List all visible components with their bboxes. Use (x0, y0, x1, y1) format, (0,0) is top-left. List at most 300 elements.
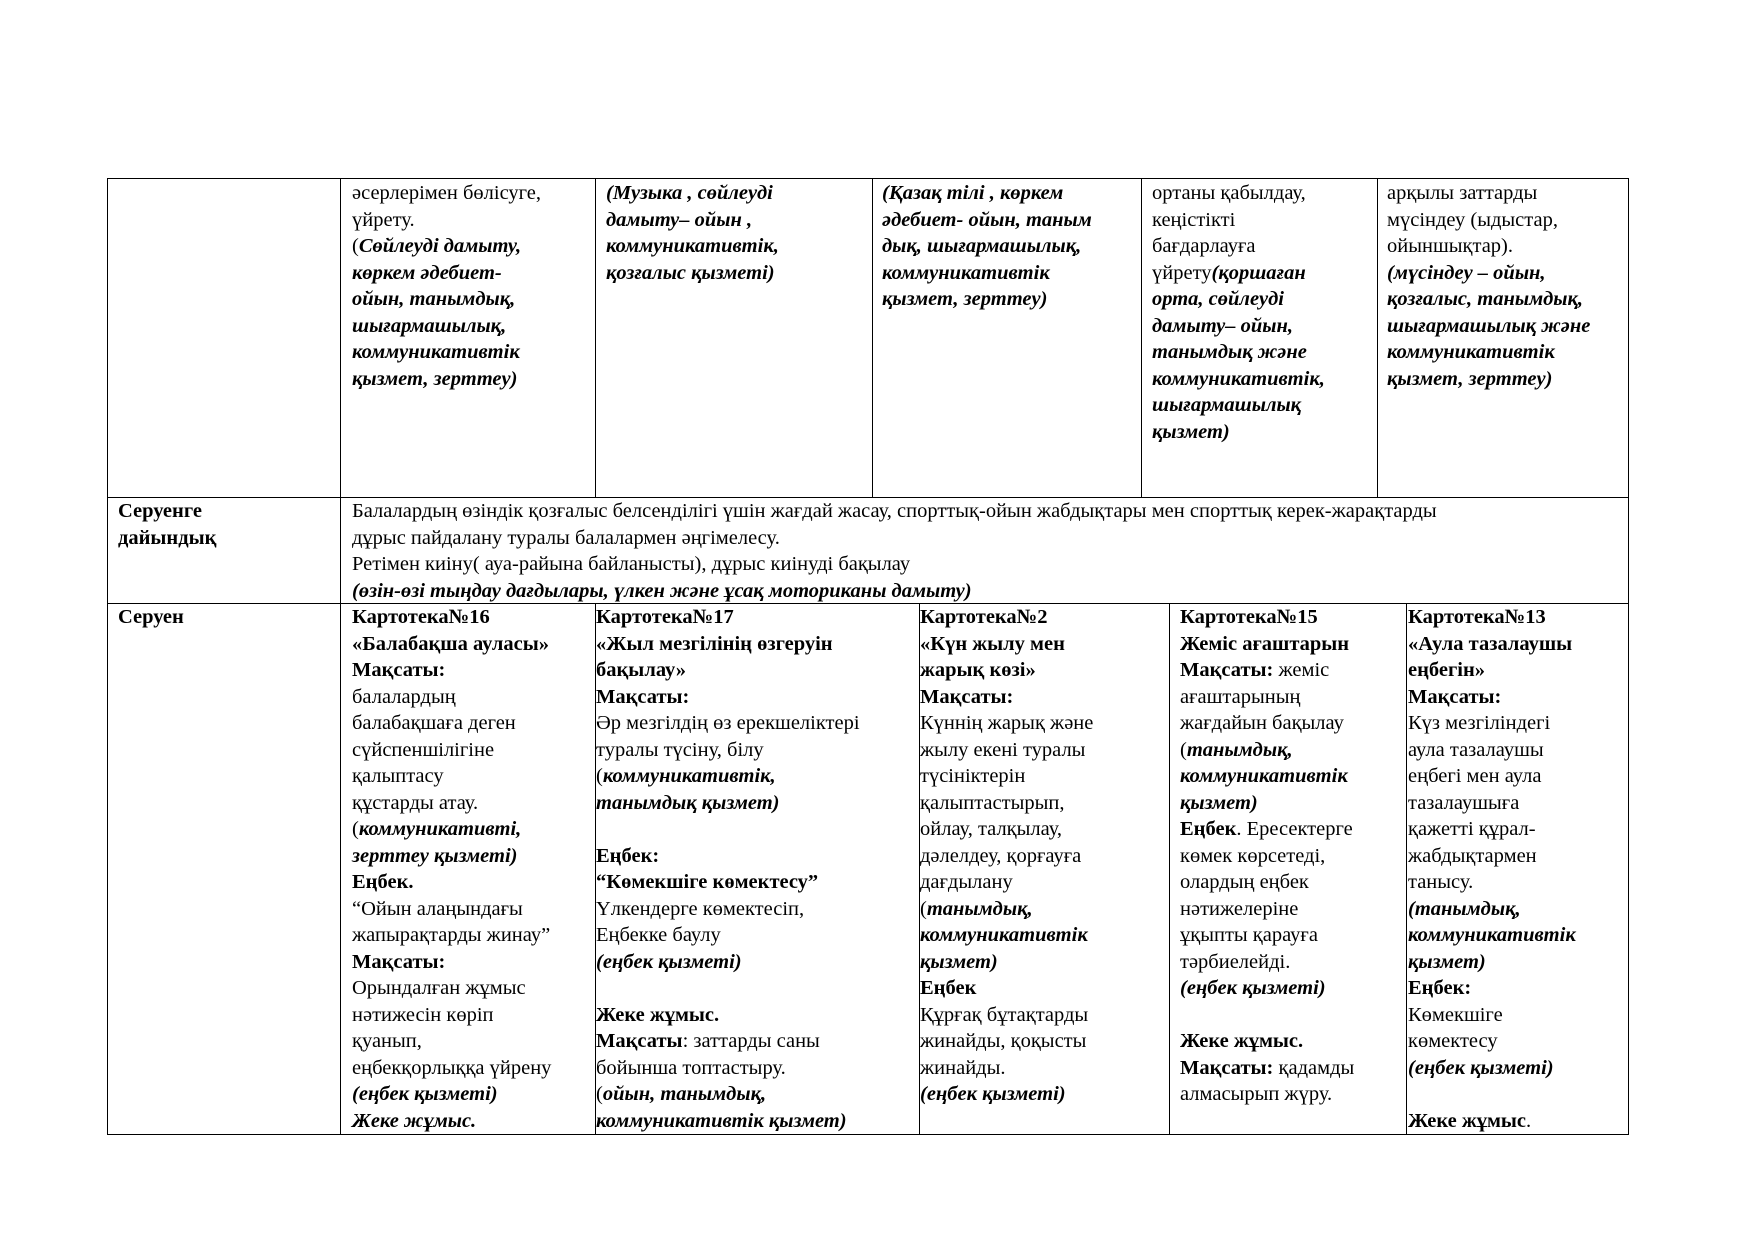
text-line (352, 1055, 551, 1082)
text-line (352, 551, 1437, 578)
text-run: сүйспеншілігіне (352, 738, 495, 761)
text-line (1408, 843, 1576, 870)
text-run: танымдық, (926, 897, 1033, 920)
text-line (920, 737, 1093, 764)
text-run: ( (352, 818, 359, 840)
text-run: танымдық қызмет) (596, 791, 780, 814)
text-line (1180, 843, 1354, 870)
text-run: дайындық (118, 526, 217, 549)
text-run: Еңбек. (352, 871, 414, 893)
text-run: коммуникативтік, (606, 235, 779, 257)
table-cell (596, 604, 860, 1134)
text-line (352, 604, 551, 631)
text-run: ( (596, 765, 603, 787)
text-run: мүсіндеу (ыдыстар, (1387, 208, 1558, 231)
text-run: ( (596, 1083, 603, 1105)
text-line (1387, 339, 1590, 366)
column-divider (1377, 178, 1378, 497)
text-run: Әр мезгілдің өз ерекшеліктері (596, 712, 860, 734)
text-line (352, 366, 541, 393)
text-run: «Жыл мезгілінің өзгеруін (596, 632, 833, 655)
text-run: Орындалған жұмыс (352, 977, 526, 999)
text-line (352, 657, 551, 684)
text-line (352, 498, 1437, 525)
text-run: Еңбекке баулу (596, 924, 721, 946)
text-line (352, 949, 551, 976)
text-line (1408, 1108, 1576, 1135)
text-run: “Көмекшіге көмектесу” (596, 871, 819, 893)
text-run: қызмет) (1152, 420, 1230, 443)
text-run: қызмет, зерттеу) (1387, 367, 1553, 390)
table-border-bottom (107, 1134, 1629, 1135)
table-cell (1152, 180, 1325, 445)
text-line (920, 1055, 1093, 1082)
text-run: Ретімен киіну( ауа-райына байланысты), дұрыс киінуді бақылау (352, 553, 911, 575)
text-line (596, 1028, 860, 1055)
text-line (352, 1002, 551, 1029)
text-line (1180, 869, 1354, 896)
text-run: ( (1180, 738, 1187, 761)
text-run: : заттарды саны (682, 1030, 820, 1052)
text-line (920, 975, 1093, 1002)
text-run: жарық көзі» (920, 659, 1036, 681)
text-run: үйрету (1152, 261, 1212, 284)
text-line (920, 790, 1093, 817)
table-border-right (1628, 178, 1629, 1135)
text-line (352, 737, 551, 764)
text-run: танысу. (1408, 871, 1474, 893)
text-run: көмек көрсетеді, (1180, 844, 1326, 867)
text-run: нәтижесін көріп (352, 1003, 494, 1026)
text-line (1408, 631, 1576, 658)
text-line (882, 286, 1092, 313)
text-line (352, 339, 541, 366)
text-run: Күз мезгіліндегі (1408, 712, 1551, 734)
text-line (1408, 604, 1576, 631)
text-run: (танымдық, (1408, 897, 1521, 920)
text-run: қызмет) (1408, 950, 1486, 973)
text-run: коммуникативтік (352, 341, 520, 363)
text-line (920, 710, 1093, 737)
label-column-divider (340, 178, 341, 1135)
text-run: Жеке жұмыс (1408, 1109, 1527, 1132)
text-line (596, 604, 860, 631)
text-line (118, 604, 184, 631)
text-line (1408, 790, 1576, 817)
text-run: алмасырып жүру. (1180, 1083, 1333, 1105)
table-cell (606, 180, 779, 286)
text-line (352, 790, 551, 817)
text-line (1180, 1055, 1354, 1082)
text-line (352, 843, 551, 870)
text-run: Күннің жарық және (920, 712, 1094, 734)
text-run: кеңістікті (1152, 208, 1236, 231)
text-run: әдебиет- ойын, таным (882, 208, 1092, 231)
walk-preparation-content (352, 498, 1437, 604)
text-run: ұқыпты қарауға (1180, 924, 1318, 946)
text-run: Мақсаты: (1408, 685, 1502, 708)
text-run: жинайды, қоқысты (920, 1030, 1087, 1052)
text-line (596, 896, 860, 923)
text-line (1387, 313, 1590, 340)
text-run: (мүсіндеу – ойын, (1387, 261, 1546, 284)
text-line (1408, 763, 1576, 790)
text-line (606, 260, 779, 287)
text-run: (қоршаған (1211, 261, 1306, 284)
text-line (352, 313, 541, 340)
text-run: Мақсаты: (1180, 1056, 1274, 1079)
text-line (606, 207, 779, 234)
text-line (596, 710, 860, 737)
text-line (352, 260, 541, 287)
text-line (596, 869, 860, 896)
text-run: бойынша топтастыру. (596, 1056, 786, 1079)
text-run: қалыптасу (352, 765, 444, 787)
text-run: (Қазақ тілі , көркем (882, 182, 1064, 204)
text-run: әсерлерімен бөлісуге, (352, 182, 542, 204)
text-line (1408, 1055, 1576, 1082)
text-line (1408, 896, 1576, 923)
text-run: Серуенге (118, 500, 202, 522)
text-run: (өзін-өзі тыңдау дағдылары, үлкен және ұсақ моториканы дамыту) (352, 579, 972, 602)
text-line (1408, 657, 1576, 684)
text-run: Картотека№17 (596, 606, 734, 628)
text-line (1152, 233, 1325, 260)
text-line (1180, 922, 1354, 949)
text-run: Жеке жұмыс. (1180, 1030, 1304, 1052)
text-line (352, 631, 551, 658)
text-line (1152, 419, 1325, 446)
text-run: Үлкендерге көмектесіп, (596, 897, 805, 920)
column-divider (872, 178, 873, 497)
text-line (118, 525, 216, 552)
text-run: қадамды (1273, 1056, 1355, 1079)
text-run: зерттеу қызметі) (352, 844, 518, 867)
text-run: «Күн жылу мен (920, 632, 1065, 655)
text-run: танымдық және (1152, 341, 1307, 363)
text-run: дамыту– ойын , (606, 208, 753, 231)
text-run: Мақсаты: (352, 950, 446, 973)
table-border-left (107, 178, 108, 1135)
text-run: дағдылану (920, 871, 1013, 893)
text-line (882, 260, 1092, 287)
text-line (1152, 392, 1325, 419)
text-line (1408, 869, 1576, 896)
text-line (882, 207, 1092, 234)
text-line (920, 869, 1093, 896)
text-run: танымдық, (1186, 738, 1293, 761)
text-run: Картотека№13 (1408, 606, 1546, 628)
text-run: дық, шығармашылық, (882, 235, 1082, 257)
text-line (1180, 975, 1354, 1002)
text-run: Жеке жұмыс. (596, 1003, 720, 1026)
text-run: Сөйлеуді дамыту, (358, 235, 522, 257)
text-line (1152, 313, 1325, 340)
text-run: олардың еңбек (1180, 871, 1309, 893)
text-line (1408, 949, 1576, 976)
text-line (920, 1028, 1093, 1055)
text-run: орта, сөйлеуді (1152, 288, 1284, 310)
text-line (352, 286, 541, 313)
text-line (596, 1108, 860, 1135)
column-divider (595, 178, 596, 497)
text-line (352, 233, 541, 260)
text-run: қозғалыс, танымдық, (1387, 288, 1584, 310)
text-run: жылу екені туралы (920, 738, 1086, 761)
text-line (352, 763, 551, 790)
text-run: жапырақтарды жинау” (352, 924, 551, 946)
table-cell (352, 180, 541, 392)
text-run: ойын, танымдық, (352, 288, 516, 310)
text-line (1152, 366, 1325, 393)
text-line (1408, 710, 1576, 737)
text-run: еңбекқорлыққа үйрену (352, 1056, 552, 1079)
text-line (352, 975, 551, 1002)
text-line (1387, 366, 1590, 393)
text-line (1408, 816, 1576, 843)
text-line (352, 896, 551, 923)
text-run: ( (920, 897, 927, 920)
text-line (1408, 737, 1576, 764)
text-line (1180, 631, 1354, 658)
text-run: балалардың (352, 685, 456, 708)
text-line (596, 684, 860, 711)
text-run: ( (352, 235, 359, 257)
text-line (596, 737, 860, 764)
text-run: аула тазалаушы (1408, 738, 1544, 761)
text-run: қажетті құрал- (1408, 818, 1536, 840)
text-line (1408, 1081, 1576, 1108)
text-run: жағдайын бақылау (1180, 712, 1344, 734)
text-run: дұрыс пайдалану туралы балалармен әңгімелесу. (352, 526, 780, 549)
text-run: бағдарлауға (1152, 235, 1256, 257)
text-line (352, 525, 1437, 552)
text-run: коммуникативтік (882, 261, 1050, 284)
text-line (1152, 260, 1325, 287)
text-run: ағаштарының (1180, 685, 1301, 708)
text-run: қызмет, зерттеу) (882, 288, 1048, 310)
table-cell (1387, 180, 1590, 392)
table-cell (882, 180, 1092, 313)
text-run: (еңбек қызметі) (1180, 977, 1326, 999)
text-line (1408, 684, 1576, 711)
column-divider (1406, 603, 1407, 1134)
text-run: Мақсаты: (352, 659, 446, 681)
text-line (920, 684, 1093, 711)
text-line (1180, 896, 1354, 923)
text-line (352, 207, 541, 234)
text-line (1152, 286, 1325, 313)
text-line (1387, 286, 1590, 313)
table-cell (1408, 604, 1576, 1134)
text-line (352, 1028, 551, 1055)
text-line (1387, 260, 1590, 287)
text-line (596, 763, 860, 790)
text-line (352, 922, 551, 949)
text-run: Картотека№15 (1180, 606, 1318, 628)
text-run: ойлау, талқылау, (920, 818, 1063, 840)
text-run: Жеке жұмыс. (352, 1109, 477, 1132)
text-run: коммуникативтік (1408, 924, 1576, 946)
text-run: қызмет, зерттеу) (352, 367, 518, 390)
text-line (1408, 922, 1576, 949)
text-run: Мақсаты (596, 1030, 683, 1052)
text-run: ойын, танымдық, (602, 1083, 767, 1105)
text-line (920, 922, 1093, 949)
text-line (1180, 737, 1354, 764)
column-divider (1141, 178, 1142, 497)
text-run: еңбегі мен аула (1408, 765, 1542, 787)
text-line (920, 1081, 1093, 1108)
text-run: жабдықтармен (1408, 844, 1537, 867)
text-line (1180, 816, 1354, 843)
text-line (920, 896, 1093, 923)
text-run: . (1526, 1109, 1532, 1132)
text-line (1180, 1028, 1354, 1055)
table-border-top (107, 178, 1629, 179)
text-run: Серуен (118, 606, 184, 628)
text-run: қозғалыс қызметі) (606, 261, 775, 284)
text-line (352, 578, 1437, 605)
text-line (1180, 949, 1354, 976)
text-run: коммуникативтік, (1152, 367, 1325, 390)
text-line (352, 710, 551, 737)
text-line (118, 498, 216, 525)
text-run: (еңбек қызметі) (1408, 1056, 1554, 1079)
text-line (1408, 975, 1576, 1002)
text-run: Еңбек (1180, 818, 1237, 840)
text-run: . Ересектерге (1236, 818, 1353, 840)
text-line (606, 180, 779, 207)
text-line (882, 180, 1092, 207)
text-run: шығармашылық (1152, 394, 1302, 416)
text-run: тазалаушыға (1408, 791, 1520, 814)
text-run: «Аула тазалаушы (1408, 632, 1573, 655)
text-run: құстарды атау. (352, 791, 479, 814)
text-line (352, 1081, 551, 1108)
text-line (1408, 1028, 1576, 1055)
text-line (920, 949, 1093, 976)
text-line (920, 763, 1093, 790)
text-line (1180, 604, 1354, 631)
text-line (596, 843, 860, 870)
text-run: коммуникативтік (920, 924, 1088, 946)
text-line (920, 1002, 1093, 1029)
text-line (596, 949, 860, 976)
text-line (920, 631, 1093, 658)
text-run: коммуникативтік (1387, 341, 1555, 363)
text-line (882, 233, 1092, 260)
text-run: үйрету. (352, 208, 415, 231)
text-line (1180, 684, 1354, 711)
text-run: коммуникативтік, (602, 765, 776, 787)
text-run: Картотека№2 (920, 606, 1048, 628)
text-run: шығармашылық, (352, 314, 507, 337)
text-run: Еңбек: (596, 844, 660, 867)
text-line (1180, 763, 1354, 790)
text-line (1180, 710, 1354, 737)
text-line (596, 657, 860, 684)
text-run: ортаны қабылдау, (1152, 182, 1306, 204)
text-run: балабақшаға деген (352, 712, 516, 734)
text-line (1180, 657, 1354, 684)
text-run: қызмет) (1180, 791, 1258, 814)
text-line (1180, 1002, 1354, 1029)
text-run: Еңбек: (1408, 977, 1472, 999)
text-run: Еңбек (920, 977, 977, 999)
text-line (920, 816, 1093, 843)
text-line (920, 657, 1093, 684)
text-line (596, 790, 860, 817)
text-run: Балалардың өзіндік қозғалыс белсенділігі үшін жағдай жасау, спорттық-ойын жабдықтары мен спорттық керек-жарақтарды (352, 500, 1437, 522)
text-run: қызмет) (920, 950, 998, 973)
text-run: көмектесу (1408, 1030, 1498, 1052)
column-divider (1169, 603, 1170, 1134)
text-run: (еңбек қызметі) (352, 1083, 498, 1105)
text-run: дамыту– ойын, (1152, 314, 1293, 337)
text-line (1180, 1081, 1354, 1108)
text-line (1387, 207, 1590, 234)
text-run: Жеміс ағаштарын (1180, 632, 1350, 655)
text-run: тәрбиелейді. (1180, 950, 1291, 973)
text-line (1387, 180, 1590, 207)
table-cell (352, 604, 551, 1134)
text-run: Құрғақ бұтақтарды (920, 1003, 1089, 1026)
text-run: коммуникативті, (358, 818, 522, 840)
text-run: жинайды. (920, 1056, 1006, 1079)
text-line (920, 843, 1093, 870)
text-line (596, 922, 860, 949)
text-line (596, 1055, 860, 1082)
text-line (1387, 233, 1590, 260)
text-run: (еңбек қызметі) (920, 1083, 1066, 1105)
table-cell (1180, 604, 1354, 1108)
text-line (596, 631, 860, 658)
text-run: арқылы заттарды (1387, 182, 1538, 204)
text-run: Мақсаты: (1180, 659, 1274, 681)
text-run: бақылау» (596, 659, 687, 681)
text-line (352, 180, 541, 207)
text-run: “Ойын алаңындағы (352, 897, 523, 920)
text-run: коммуникативтік (1180, 765, 1348, 787)
text-run: Мақсаты: (920, 685, 1014, 708)
text-run: Мақсаты: (596, 685, 690, 708)
text-line (596, 1081, 860, 1108)
text-run: көркем әдебиет- (352, 261, 502, 284)
text-run: Картотека№16 (352, 606, 490, 628)
text-run: жеміс (1273, 659, 1330, 681)
text-run: туралы түсіну, білу (596, 738, 764, 761)
text-line (352, 816, 551, 843)
text-line (1152, 180, 1325, 207)
text-run: коммуникативтік қызмет) (596, 1109, 847, 1132)
text-run: қалыптастырып, (920, 791, 1065, 814)
text-run: (еңбек қызметі) (596, 950, 742, 973)
text-line (596, 816, 860, 843)
row-label-walk (118, 604, 184, 631)
text-line (352, 869, 551, 896)
text-line (1180, 790, 1354, 817)
text-line (606, 233, 779, 260)
text-run: нәтижелеріне (1180, 897, 1299, 920)
text-line (1408, 1002, 1576, 1029)
text-line (352, 1108, 551, 1135)
text-run: шығармашылық және (1387, 314, 1591, 337)
table-cell (920, 604, 1093, 1108)
text-run: дәлелдеу, қорғауға (920, 844, 1082, 867)
text-run: қуанып, (352, 1030, 422, 1052)
text-line (352, 684, 551, 711)
